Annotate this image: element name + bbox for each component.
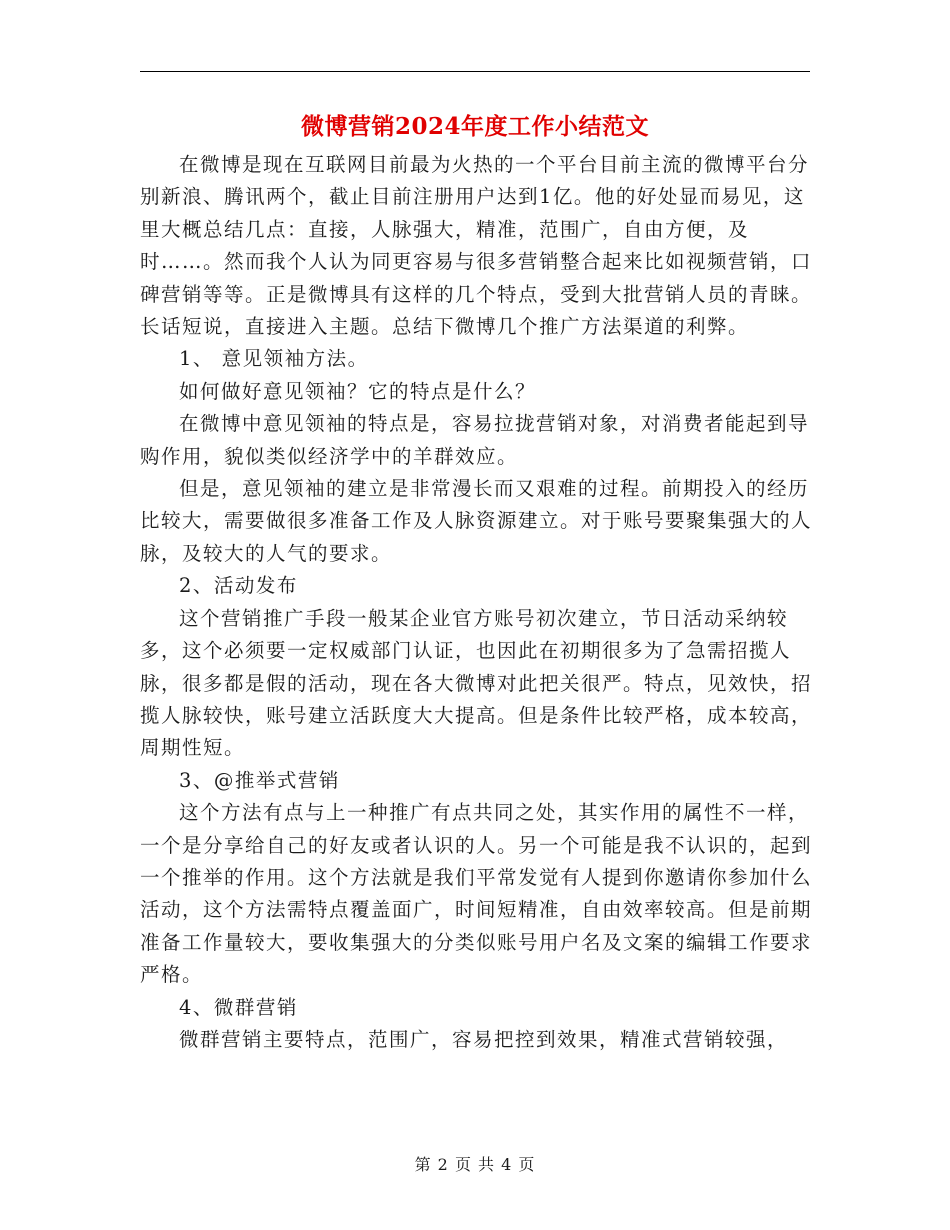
paragraph-opinion-leader-features: 在微博中意见领袖的特点是，容易拉拢营销对象，对消费者能起到导购作用，貌似类似经济学中的羊群效应。 [140,412,810,468]
page-footer [0,1153,950,1177]
paragraph-mention-marketing: 这个方法有点与上一种推广有点共同之处，其实作用的属性不一样，一个是分享给自己的好友或者认识的人。另一个可能是我不认识的，起到一个推举的作用。这个方法就是我们平常发觉有人提到你邀请你参加什么活动，这个方法需特点覆盖面广，时间短精准，自由效率较高。但是前期准备工作量较大，要收集强大的分类似账号用户名及文案的编辑工作要求严格。 [140,801,813,987]
heading-mention-marketing: 3、@推举式营销 [179,768,340,792]
document-title: 微博营销2024年度工作小结范文 [300,113,649,140]
heading-group-marketing: 4、微群营销 [179,995,298,1019]
paragraph-event-release: 这个营销推广手段一般某企业官方账号初次建立，节日活动采纳较多，这个必须要一定权威部门认证，也因此在初期很多为了急需招揽人脉，很多都是假的活动，现在各大微博对此把关很严。特点，见效快，招揽人脉较快，账号建立活跃度大大提高。但是条件比较严格，成本较高，周期性短。 [140,606,813,760]
paragraph-question: 如何做好意见领袖？它的特点是什么？ [179,379,537,403]
header-rule [140,71,810,72]
paragraph-opinion-leader-drawbacks: 但是，意见领袖的建立是非常漫长而又艰难的过程。前期投入的经历比较大，需要做很多准备工作及人脉资源建立。对于账号要聚集强大的人脉，及较大的人气的要求。 [140,477,813,565]
document-body [140,149,816,1056]
page-number: 第 2 页 共 4 页 [414,1155,536,1174]
paragraph-group-marketing: 微群营销主要特点，范围广，容易把控到效果，精准式营销较强， [179,1027,789,1051]
heading-event-release: 2、活动发布 [179,574,298,598]
paragraph-intro: 在微博是现在互联网目前最为火热的一个平台目前主流的微博平台分别新浪、腾讯两个，截止目前注册用户达到1亿。他的好处显而易见，这里大概总结几点：直接，人脉强大，精准，范围广，自由方便，及时……。然而我个人认为同更容易与很多营销整合起来比如视频营销，口碑营销等等。正是微博具有这样的几个特点，受到大批营销人员的青睐。长话短说，直接进入主题。总结下微博几个推广方法渠道的利弊。 [140,153,813,339]
heading-opinion-leader: 1、 意见领袖方法。 [179,347,369,371]
